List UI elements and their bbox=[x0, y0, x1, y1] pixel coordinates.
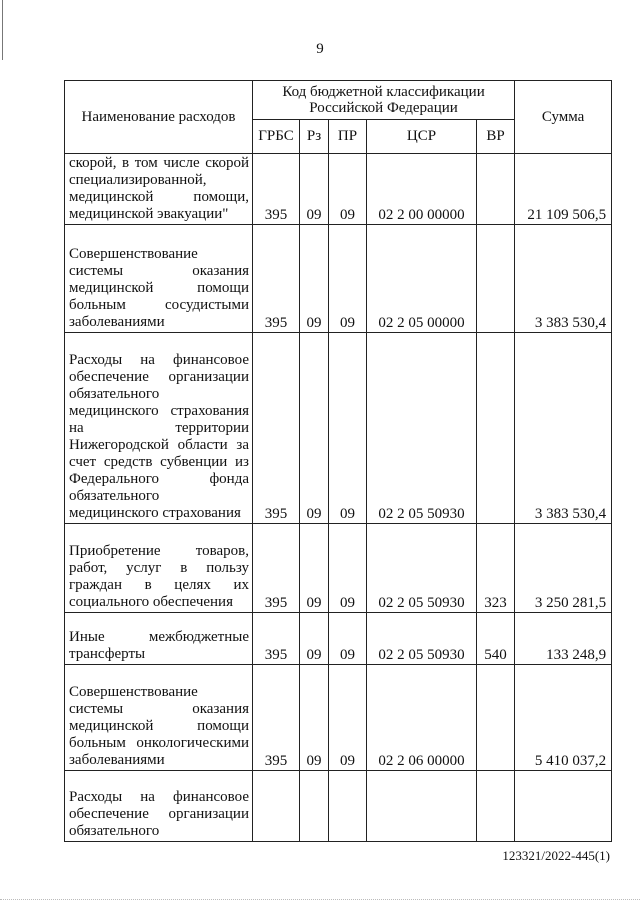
pr-cell: 09 bbox=[329, 613, 367, 665]
sum-cell: 5 410 037,2 bbox=[515, 665, 612, 771]
grbs-cell: 395 bbox=[253, 225, 300, 333]
header-rz: Рз bbox=[300, 120, 329, 154]
expense-name: Расходы на финансовое обеспечение организации обязательного медицинского страхования на территории Нижегородской области за счет средств субвенции из Федерального фонда обязательного медицинского страхования bbox=[69, 352, 249, 521]
pr-cell: 09 bbox=[329, 524, 367, 613]
expense-name: Расходы на финансовое обеспечение организации обязательного bbox=[69, 789, 249, 839]
vr-cell bbox=[477, 333, 515, 524]
page-number: 9 bbox=[316, 41, 324, 57]
header-kbk-line2: Российской Федерации bbox=[309, 100, 458, 116]
pr-cell: 09 bbox=[329, 225, 367, 333]
sum-cell bbox=[515, 771, 612, 842]
expense-name-cell bbox=[65, 613, 253, 665]
table-row bbox=[65, 154, 612, 225]
rz-cell bbox=[300, 771, 329, 842]
expense-name-cell bbox=[65, 154, 253, 225]
table-row bbox=[65, 771, 612, 842]
rz-cell: 09 bbox=[300, 613, 329, 665]
csr-cell: 02 2 06 00000 bbox=[367, 665, 477, 771]
table-row bbox=[65, 524, 612, 613]
grbs-cell bbox=[253, 771, 300, 842]
rz-cell: 09 bbox=[300, 333, 329, 524]
header-vr: ВР bbox=[477, 120, 515, 154]
sum-cell: 3 383 530,4 bbox=[515, 333, 612, 524]
sum-cell: 133 248,9 bbox=[515, 613, 612, 665]
header-name: Наименование расходов bbox=[65, 81, 253, 154]
expense-name-cell bbox=[65, 333, 253, 524]
csr-cell bbox=[367, 771, 477, 842]
budget-expenditure-table bbox=[64, 80, 612, 842]
vr-cell: 323 bbox=[477, 524, 515, 613]
csr-cell: 02 2 05 50930 bbox=[367, 524, 477, 613]
pr-cell: 09 bbox=[329, 333, 367, 524]
pr-cell: 09 bbox=[329, 665, 367, 771]
scan-bottom-line bbox=[0, 899, 640, 900]
rz-cell: 09 bbox=[300, 665, 329, 771]
expense-name-cell bbox=[65, 665, 253, 771]
rz-cell: 09 bbox=[300, 154, 329, 225]
table-row bbox=[65, 665, 612, 771]
sum-cell: 21 109 506,5 bbox=[515, 154, 612, 225]
table-row bbox=[65, 225, 612, 333]
header-kbk-line1: Код бюджетной классификации bbox=[282, 84, 485, 100]
grbs-cell: 395 bbox=[253, 154, 300, 225]
header-pr: ПР bbox=[329, 120, 367, 154]
rz-cell: 09 bbox=[300, 524, 329, 613]
table-row bbox=[65, 613, 612, 665]
csr-cell: 02 2 00 00000 bbox=[367, 154, 477, 225]
pr-cell: 09 bbox=[329, 154, 367, 225]
document-registration-code: 123321/2022-445(1) bbox=[502, 848, 610, 863]
sum-cell: 3 250 281,5 bbox=[515, 524, 612, 613]
grbs-cell: 395 bbox=[253, 333, 300, 524]
expense-name: Совершенствование системы оказания медицинской помощи больным сосудистыми заболеваниями bbox=[69, 246, 249, 330]
grbs-cell: 395 bbox=[253, 524, 300, 613]
expense-name-cell bbox=[65, 771, 253, 842]
table-row bbox=[65, 333, 612, 524]
vr-cell bbox=[477, 225, 515, 333]
header-row-top bbox=[65, 81, 612, 120]
expense-name: скорой, в том числе скорой специализированной, медицинской помощи, медицинской эвакуации" bbox=[69, 155, 249, 222]
vr-cell bbox=[477, 665, 515, 771]
csr-cell: 02 2 05 00000 bbox=[367, 225, 477, 333]
expense-name-cell bbox=[65, 524, 253, 613]
grbs-cell: 395 bbox=[253, 665, 300, 771]
rz-cell: 09 bbox=[300, 225, 329, 333]
csr-cell: 02 2 05 50930 bbox=[367, 613, 477, 665]
vr-cell bbox=[477, 771, 515, 842]
expense-name-cell bbox=[65, 225, 253, 333]
sum-cell: 3 383 530,4 bbox=[515, 225, 612, 333]
grbs-cell: 395 bbox=[253, 613, 300, 665]
header-sum: Сумма bbox=[515, 81, 612, 154]
header-grbs: ГРБС bbox=[253, 120, 300, 154]
header-csr: ЦСР bbox=[367, 120, 477, 154]
vr-cell bbox=[477, 154, 515, 225]
pr-cell bbox=[329, 771, 367, 842]
expense-name: Иные межбюджетные трансферты bbox=[69, 629, 249, 662]
vr-cell: 540 bbox=[477, 613, 515, 665]
expense-name: Приобретение товаров, работ, услуг в пользу граждан в целях их социального обеспечения bbox=[69, 543, 249, 610]
header-budget-classification bbox=[253, 81, 515, 120]
csr-cell: 02 2 05 50930 bbox=[367, 333, 477, 524]
expense-name: Совершенствование системы оказания медицинской помощи больным онкологическими заболеваниями bbox=[69, 684, 249, 768]
